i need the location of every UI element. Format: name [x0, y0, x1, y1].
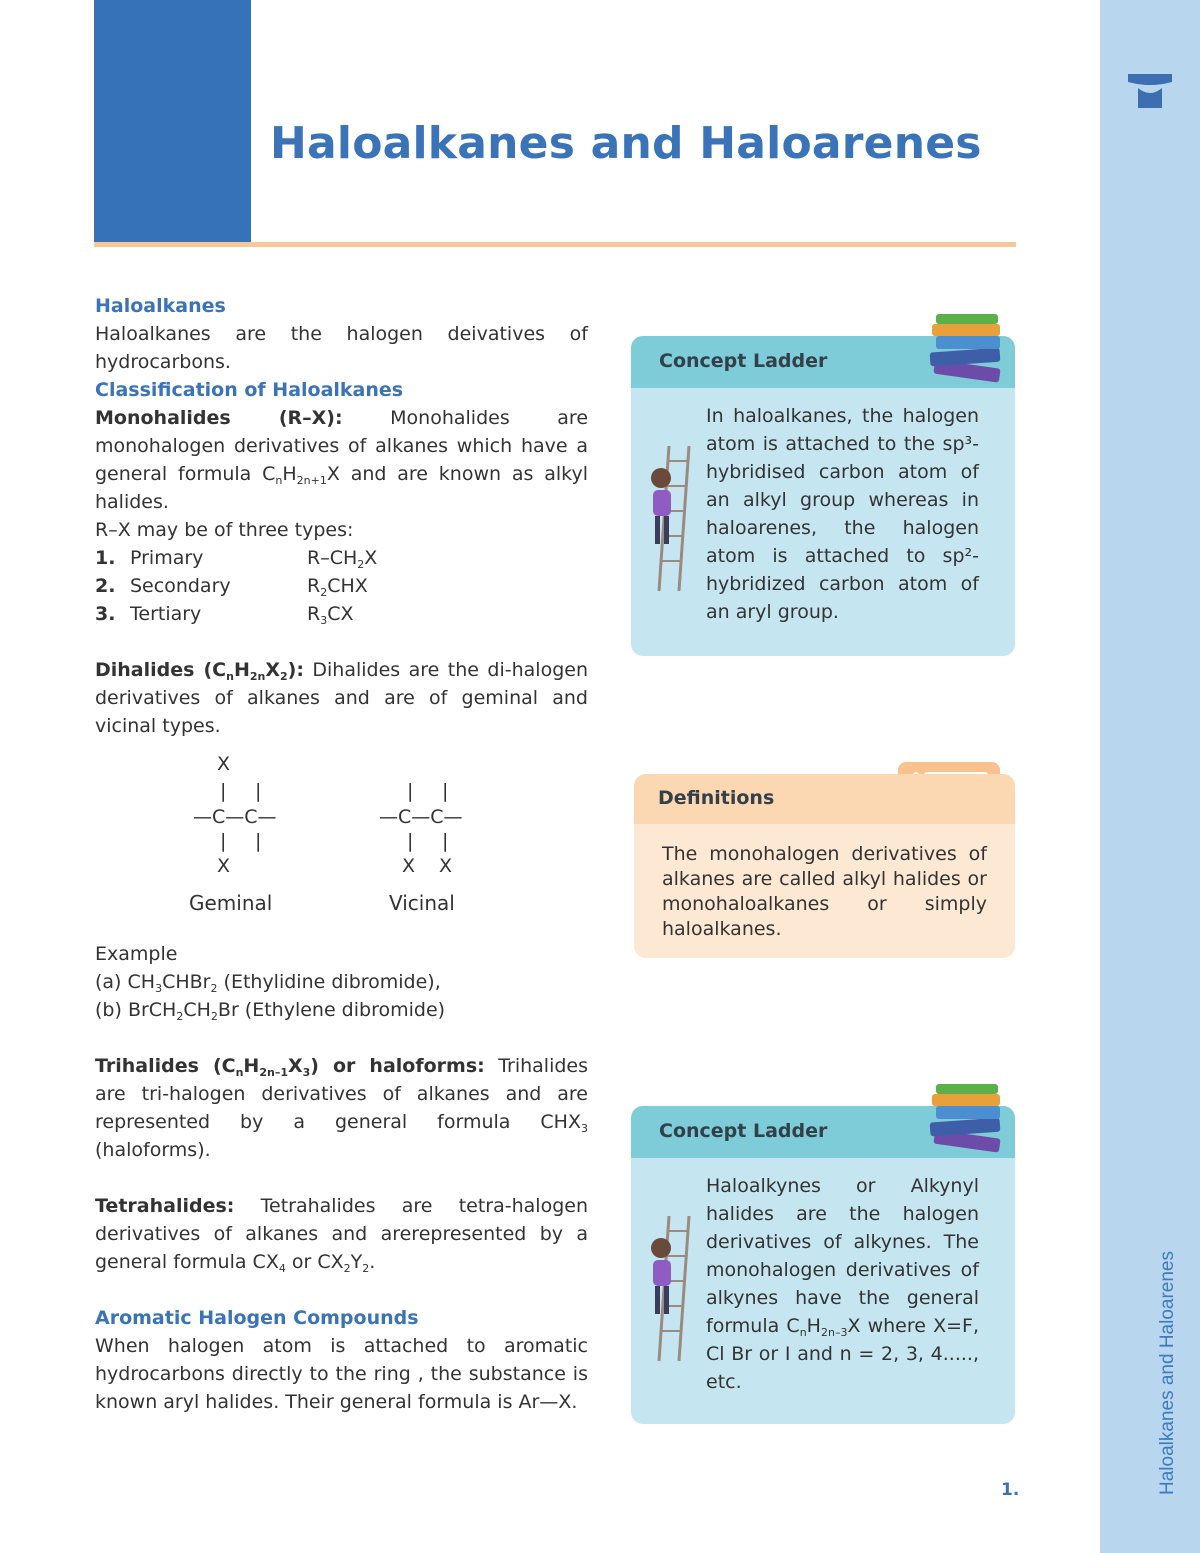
formula-text: CHBr: [162, 971, 211, 993]
atom-label: X: [439, 855, 453, 877]
haloalkanes-intro: Haloalkanes are the halogen deivatives of hydrocarbons.: [95, 323, 588, 373]
subscript: n: [235, 1066, 244, 1079]
books-icon: [926, 314, 1006, 386]
definitions-header: [634, 774, 1015, 824]
formula-text: CX: [327, 603, 354, 625]
concept-ladder-text: [706, 1172, 979, 1396]
right-sidebar: [1100, 0, 1200, 1553]
bond-line: |: [442, 780, 449, 802]
formula-text: R: [307, 603, 321, 625]
formula-text: R–CH: [307, 547, 358, 569]
definitions-title: Definitions: [658, 787, 775, 809]
bond-line: |: [255, 780, 262, 802]
formula-text: Y: [350, 1251, 363, 1273]
formula-text: X and are known as alkyl halides.: [95, 463, 589, 513]
concept-ladder-text: In haloalkanes, the halogen atom is attached to the sp³-hybridised carbon atom of an alkyl group whereas in haloarenes, the halogen atom is attached to sp²-hybridized carbon atom of an aryl group.: [706, 405, 979, 623]
subscript: 2: [210, 1010, 218, 1023]
tetrahalides-paragraph: [95, 1192, 588, 1276]
subscript: 2n–3: [820, 1326, 848, 1339]
logo-icon: [1126, 70, 1174, 108]
main-column: [95, 292, 588, 1416]
header-color-block: [94, 0, 251, 242]
label-text: H: [243, 1055, 260, 1077]
definitions-text: The monohalogen derivatives of alkanes are called alkyl halides or monohaloalkanes or simply haloalkanes.: [662, 843, 987, 940]
trihalides-text: (haloforms).: [95, 1139, 211, 1161]
formula-text: CHX: [327, 575, 368, 597]
label-text: H: [233, 659, 250, 681]
types-intro: R–X may be of three types:: [95, 519, 354, 541]
label-text: X: [265, 659, 280, 681]
formula-text: H: [282, 463, 297, 485]
example-label: Example: [95, 943, 178, 965]
subscript: 2n: [249, 670, 266, 683]
formula-text: R: [307, 575, 321, 597]
dihalides-paragraph: [95, 656, 588, 740]
definitions-box: [634, 774, 1015, 958]
books-icon: [926, 1084, 1006, 1156]
label-text: X: [287, 1055, 303, 1077]
subscript: n: [275, 474, 283, 487]
example-a: [95, 968, 588, 996]
page-number: 1.: [1001, 1480, 1020, 1500]
formula-text: Br (Ethylene dibromide): [217, 999, 446, 1021]
list-formula: [307, 544, 377, 572]
formula-text: (Ethylidine dibromide),: [223, 971, 441, 993]
subscript: 2: [280, 670, 288, 683]
sidebar-chapter-label: Haloalkanes and Haloarenes: [1157, 1251, 1178, 1495]
formula-text: H: [806, 1315, 821, 1337]
carbon-chain: —C—C—: [379, 806, 463, 828]
bond-line: |: [220, 780, 227, 802]
bond-line: |: [255, 830, 262, 852]
trihalides-label: [95, 1055, 485, 1077]
monohalides-paragraph: [95, 404, 588, 516]
concept-text: X where X=F, Cl Br or I and n = 2, 3, 4....., etc.: [706, 1315, 979, 1393]
subscript: 2: [343, 1262, 351, 1275]
list-label: Secondary: [130, 575, 231, 597]
structure-diagram: [95, 740, 588, 940]
bond-line: |: [407, 830, 414, 852]
aromatic-paragraph: When halogen atom is attached to aromatic hydrocarbons directly to the ring , the substance is known aryl halides. Their general formula is Ar—X.: [95, 1335, 588, 1413]
subscript: 2: [176, 1010, 184, 1023]
formula-text: CH: [183, 999, 211, 1021]
bond-line: |: [407, 780, 414, 802]
label-text: Trihalides (C: [95, 1055, 236, 1077]
trihalides-paragraph: [95, 1052, 588, 1164]
label-text: ):: [287, 659, 304, 681]
example-b: [95, 996, 588, 1024]
list-formula: [307, 572, 368, 600]
subscript: 2: [320, 586, 328, 599]
example-marker: (a): [95, 971, 122, 993]
chapter-title: Haloalkanes and Haloarenes: [270, 118, 982, 169]
bond-line: |: [442, 830, 449, 852]
subscript: n: [799, 1326, 807, 1339]
list-label: Tertiary: [130, 603, 202, 625]
list-number: 2.: [95, 575, 116, 597]
subscript: 3: [155, 982, 163, 995]
subscript: n: [226, 670, 234, 683]
atom-label: X: [402, 855, 416, 877]
formula-text: CH: [127, 971, 156, 993]
list-item: [95, 600, 588, 628]
geminal-vicinal-structures: [95, 740, 588, 940]
tetrahalides-text: Tetrahalides are tetra-halogen derivatives of alkanes and arerepresented by a general formula CX: [95, 1195, 588, 1273]
ladder-girl-icon: [645, 1216, 695, 1361]
monohalides-label: Monohalides (R–X):: [95, 407, 343, 429]
tetrahalides-text: or CX: [291, 1251, 344, 1273]
dihalides-text: Dihalides are the di-halogen derivatives of alkanes and are of geminal and vicinal types.: [95, 659, 588, 737]
list-number: 1.: [95, 547, 116, 569]
subscript: 4: [278, 1262, 286, 1275]
label-text: Dihalides (C: [95, 659, 227, 681]
bond-line: |: [220, 830, 227, 852]
concept-ladder-title: Concept Ladder: [659, 1120, 828, 1142]
concept-text: Haloalkynes or Alkynyl halides are the halogen derivatives of alkynes. The monohalogen derivatives of alkynes have the general formula C: [706, 1175, 979, 1337]
list-number: 3.: [95, 603, 116, 625]
subscript: 2: [210, 982, 218, 995]
subscript: 2: [362, 1262, 370, 1275]
example-marker: (b): [95, 999, 122, 1021]
list-item: [95, 544, 588, 572]
monohalides-text: Monohalides are monohalogen derivatives of alkanes which have a general formula C: [95, 407, 589, 485]
subscript: 3: [320, 614, 328, 627]
vicinal-label: Vicinal: [389, 891, 455, 915]
tetrahalides-label: Tetrahalides:: [95, 1195, 235, 1217]
subscript: 2: [357, 558, 365, 571]
list-label: Primary: [130, 547, 204, 569]
formula-text: .: [369, 1251, 376, 1273]
formula-text: X: [364, 547, 378, 569]
atom-label: X: [217, 855, 231, 877]
header-divider: [94, 242, 1016, 247]
section-heading-classification: Classification of Haloalkanes: [95, 379, 404, 401]
carbon-chain: —C—C—: [193, 806, 277, 828]
ladder-girl-icon: [645, 446, 695, 591]
subscript: 3: [302, 1066, 311, 1079]
list-item: [95, 572, 588, 600]
atom-label: X: [217, 753, 231, 775]
formula-text: BrCH: [127, 999, 177, 1021]
label-text: ) or haloforms:: [310, 1055, 485, 1077]
geminal-label: Geminal: [189, 891, 273, 915]
subscript: 2n+1: [296, 474, 327, 487]
section-heading-haloalkanes: Haloalkanes: [95, 295, 226, 317]
section-heading-aromatic: Aromatic Halogen Compounds: [95, 1307, 419, 1329]
subscript: 3: [581, 1122, 588, 1135]
subscript: 2n–1: [259, 1066, 288, 1079]
dihalides-label: [95, 659, 304, 681]
trihalides-text: Trihalides are tri-halogen derivatives of alkanes and are represented by a general formula CHX: [95, 1055, 588, 1133]
list-formula: [307, 600, 354, 628]
concept-ladder-title: Concept Ladder: [659, 350, 828, 372]
